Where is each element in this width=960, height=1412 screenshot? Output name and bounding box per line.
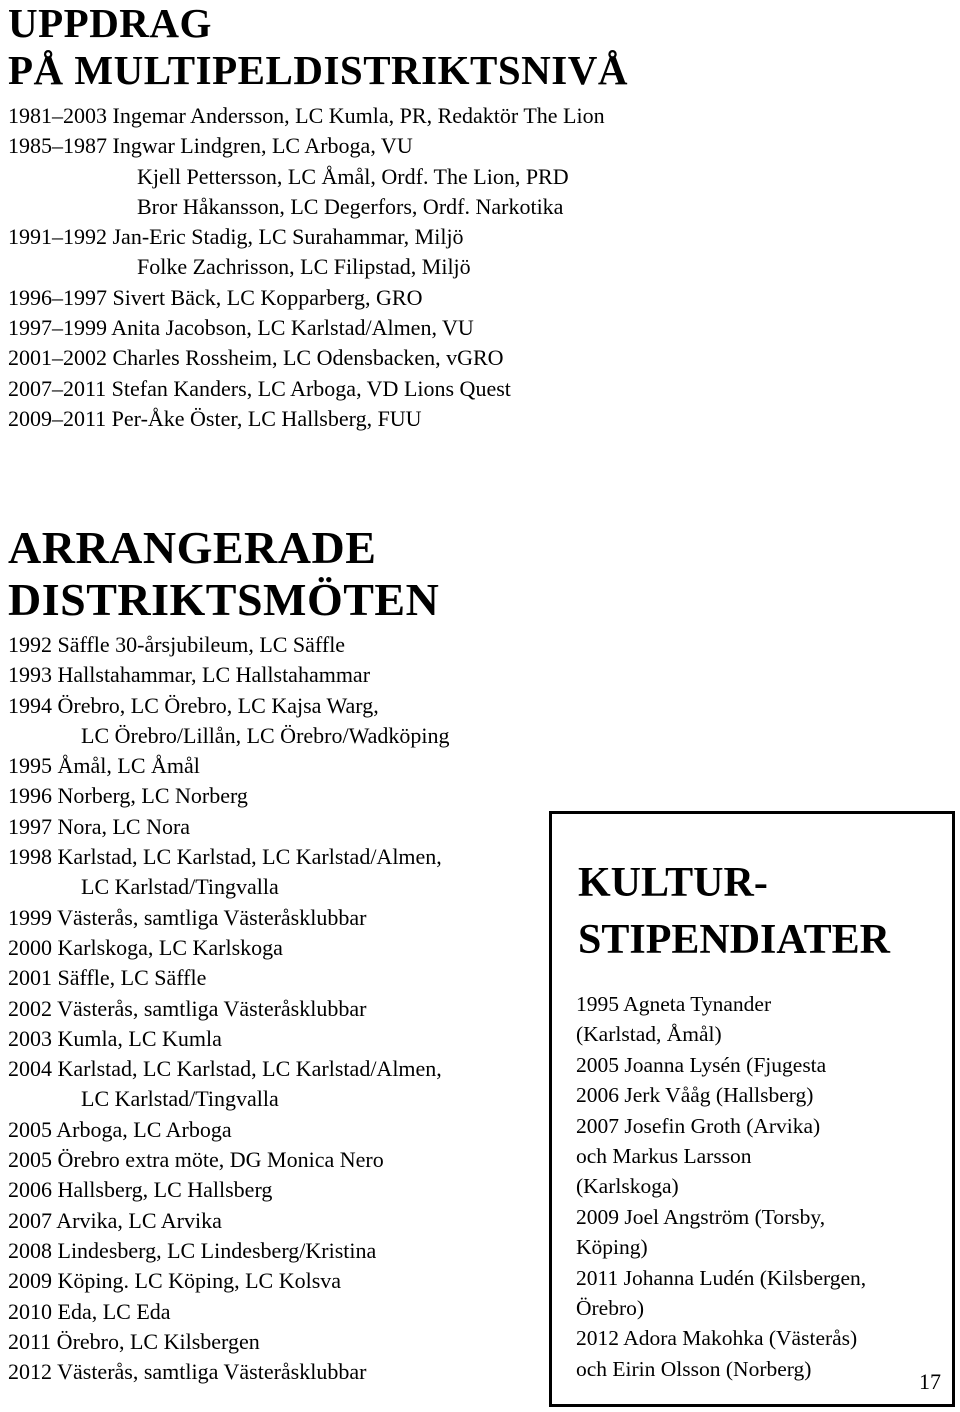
heading-line: KULTUR- xyxy=(578,860,768,906)
list-item: Örebro) xyxy=(576,1295,645,1320)
stipendiater-list xyxy=(576,989,946,1384)
list-item: Bror Håkansson, LC Degerfors, Ordf. Narkotika xyxy=(137,193,564,219)
list-item: 1999 Västerås, samtliga Västeråsklubbar xyxy=(8,904,367,930)
list-item: 1993 Hallstahammar, LC Hallstahammar xyxy=(8,662,371,688)
list-item: LC Örebro/Lillån, LC Örebro/Wadköping xyxy=(81,722,450,748)
uppdrag-list xyxy=(8,101,768,434)
list-item: Folke Zachrisson, LC Filipstad, Miljö xyxy=(137,254,471,280)
list-item: 1997–1999 Anita Jacobson, LC Karlstad/Almen, VU xyxy=(8,315,474,341)
list-item: 2010 Eda, LC Eda xyxy=(8,1298,171,1324)
list-item: 1995 Agneta Tynander xyxy=(576,992,772,1016)
list-item: Kjell Pettersson, LC Åmål, Ordf. The Lion, PRD xyxy=(137,163,569,189)
list-item: 2011 Johanna Ludén (Kilsbergen, xyxy=(576,1265,867,1290)
list-item: 1994 Örebro, LC Örebro, LC Kajsa Warg, xyxy=(8,692,379,718)
list-item: 1992 Säffle 30-årsjubileum, LC Säffle xyxy=(8,632,346,657)
list-item: 2012 Adora Makohka (Västerås) xyxy=(576,1326,858,1351)
list-item: 1996 Norberg, LC Norberg xyxy=(8,783,248,809)
list-item: 2002 Västerås, samtliga Västeråsklubbar xyxy=(8,995,367,1021)
list-item: 2009 Joel Angström (Torsby, xyxy=(576,1204,826,1229)
list-item: LC Karlstad/Tingvalla xyxy=(81,1086,279,1112)
heading-line: ARRANGERADE xyxy=(8,522,377,573)
list-item: (Karlstad, Åmål) xyxy=(576,1022,722,1047)
heading-line: PÅ MULTIPELDISTRIKTSNIVÅ xyxy=(8,47,628,93)
list-item: 1991–1992 Jan-Eric Stadig, LC Surahammar, Miljö xyxy=(8,224,464,250)
list-item: 2005 Örebro extra möte, DG Monica Nero xyxy=(8,1147,384,1173)
list-item: 1996–1997 Sivert Bäck, LC Kopparberg, GRO xyxy=(8,284,423,310)
list-item: och Markus Larsson xyxy=(576,1143,752,1168)
list-item: 1981–2003 Ingemar Andersson, LC Kumla, PR, Redaktör The Lion xyxy=(8,103,605,128)
list-item: Köping) xyxy=(576,1235,648,1260)
section-heading-uppdrag xyxy=(8,0,908,94)
list-item: 2011 Örebro, LC Kilsbergen xyxy=(8,1328,260,1354)
list-item: och Eirin Olsson (Norberg) xyxy=(576,1356,812,1381)
box-title xyxy=(578,855,948,969)
list-item: 2001–2002 Charles Rossheim, LC Odensbacken, vGRO xyxy=(8,345,504,371)
list-item: 2003 Kumla, LC Kumla xyxy=(8,1025,222,1051)
heading-line: DISTRIKTSMÖTEN xyxy=(8,574,440,625)
list-item: 2009 Köping. LC Köping, LC Kolsva xyxy=(8,1268,342,1294)
list-item: 2009–2011 Per-Åke Öster, LC Hallsberg, FUU xyxy=(8,405,422,431)
section-heading-distriktsmoten xyxy=(8,522,708,626)
list-item: 2006 Jerk Vååg (Hallsberg) xyxy=(576,1083,814,1108)
list-item: (Karlskoga) xyxy=(576,1174,679,1199)
list-item: 2007–2011 Stefan Kanders, LC Arboga, VD Lions Quest xyxy=(8,375,511,401)
list-item: 2004 Karlstad, LC Karlstad, LC Karlstad/Almen, xyxy=(8,1056,442,1082)
list-item: 2005 Joanna Lysén (Fjugesta xyxy=(576,1052,827,1077)
list-item: 1995 Åmål, LC Åmål xyxy=(8,753,200,779)
list-item: 1998 Karlstad, LC Karlstad, LC Karlstad/Almen, xyxy=(8,844,442,870)
list-item: 2012 Västerås, samtliga Västeråsklubbar xyxy=(8,1359,367,1385)
list-item: 1985–1987 Ingwar Lindgren, LC Arboga, VU xyxy=(8,133,413,159)
heading-line: STIPENDIATER xyxy=(578,917,890,963)
heading-line: UPPDRAG xyxy=(8,0,212,46)
list-item: 2008 Lindesberg, LC Lindesberg/Kristina xyxy=(8,1237,377,1263)
list-item: 2007 Josefin Groth (Arvika) xyxy=(576,1113,821,1138)
list-item: 2001 Säffle, LC Säffle xyxy=(8,965,207,991)
list-item: 2000 Karlskoga, LC Karlskoga xyxy=(8,934,283,960)
page-number: 17 xyxy=(919,1369,941,1394)
list-item: 2005 Arboga, LC Arboga xyxy=(8,1116,232,1142)
list-item: LC Karlstad/Tingvalla xyxy=(81,874,279,900)
kulturstipendiater-box xyxy=(549,811,955,1407)
list-item: 2007 Arvika, LC Arvika xyxy=(8,1207,222,1233)
list-item: 1997 Nora, LC Nora xyxy=(8,813,191,839)
list-item: 2006 Hallsberg, LC Hallsberg xyxy=(8,1177,273,1203)
